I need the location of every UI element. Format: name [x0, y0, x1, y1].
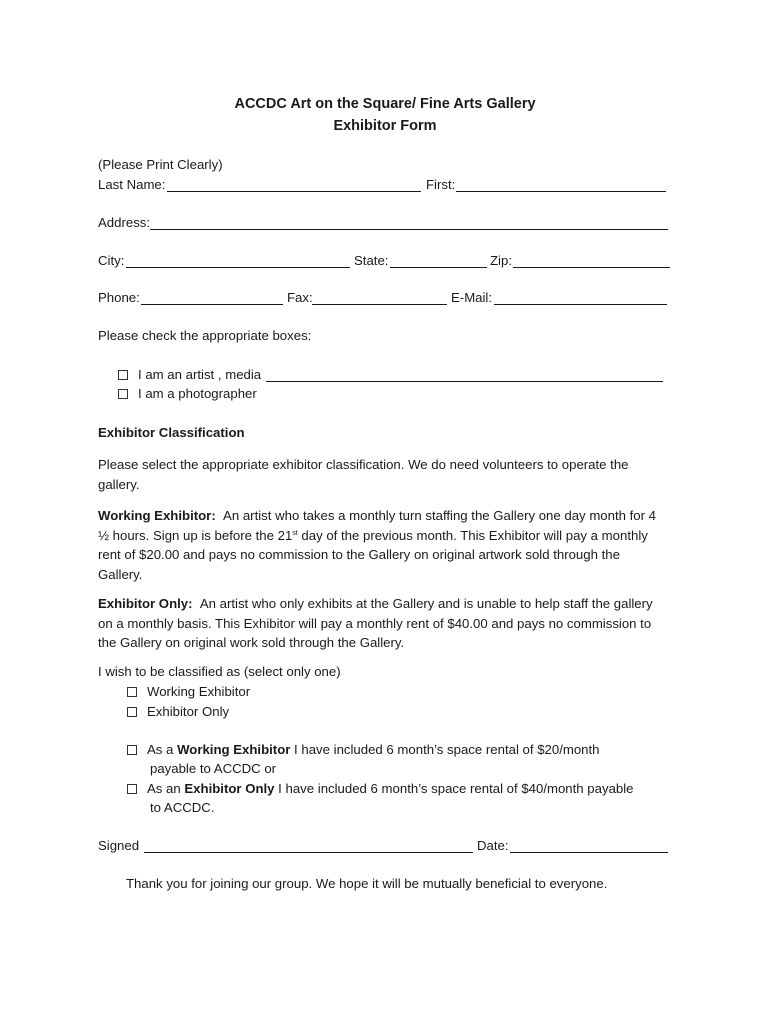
phone-label: Phone:	[98, 290, 140, 305]
city-field[interactable]	[126, 267, 350, 268]
working-text-a: An artist who takes a monthly turn staffing the Gallery one day month for 4 ½ hours. Sign up is before the 21	[98, 508, 657, 543]
payment-only-pre: As an	[147, 781, 185, 796]
address-label: Address:	[98, 215, 151, 230]
signature-field[interactable]	[144, 852, 473, 853]
exhibitor-only-text: An artist who only exhibits at the Gallery and is unable to help staff the gallery on a monthly basis. This Exhibitor will pay a monthly rent of $40.00 and pays no commission to the Gallery on original work sold through the Gallery.	[98, 596, 653, 650]
classification-heading: Exhibitor Classification	[98, 425, 245, 440]
payment-working-checkbox[interactable]	[127, 745, 137, 755]
address-field[interactable]	[150, 229, 668, 230]
state-field[interactable]	[390, 267, 487, 268]
form-subtitle: Exhibitor Form	[333, 118, 437, 134]
wish-prompt: I wish to be classified as (select only one)	[98, 664, 341, 679]
fax-field[interactable]	[312, 304, 447, 305]
fax-label: Fax:	[287, 290, 313, 305]
photographer-checkbox[interactable]	[118, 389, 128, 399]
date-label: Date:	[477, 838, 509, 853]
photographer-option-label: I am a photographer	[138, 386, 257, 401]
payment-only-line2: to ACCDC.	[150, 800, 215, 815]
payment-only-checkbox[interactable]	[127, 784, 137, 794]
exhibitor-only-checkbox[interactable]	[127, 707, 137, 717]
phone-field[interactable]	[141, 304, 283, 305]
email-field[interactable]	[494, 304, 667, 305]
working-exhibitor-description	[98, 506, 668, 584]
option-working	[127, 684, 250, 699]
option-only-label: Exhibitor Only	[147, 704, 230, 719]
date-field[interactable]	[510, 852, 668, 853]
payment-only-bold: Exhibitor Only	[184, 781, 275, 796]
payment-working-post: I have included 6 month’s space rental of $20/month	[290, 742, 600, 757]
working-exhibitor-term: Working Exhibitor:	[98, 508, 216, 523]
form-title: ACCDC Art on the Square/ Fine Arts Gallery	[234, 96, 536, 112]
option-working-label: Working Exhibitor	[147, 684, 251, 699]
payment-only	[127, 781, 634, 796]
payment-working-pre: As a	[147, 742, 178, 757]
payment-working-line2: payable to ACCDC or	[150, 761, 277, 776]
print-note: (Please Print Clearly)	[98, 157, 223, 172]
signed-label: Signed	[98, 838, 140, 853]
classification-intro: Please select the appropriate exhibitor classification. We do need volunteers to operate the gallery.	[98, 457, 629, 492]
last-name-label: Last Name:	[98, 177, 166, 192]
artist-option	[118, 367, 261, 382]
thank-you-note: Thank you for joining our group. We hope it will be mutually beneficial to everyone.	[126, 876, 608, 891]
zip-label: Zip:	[490, 253, 512, 268]
check-prompt: Please check the appropriate boxes:	[98, 328, 312, 343]
first-name-field[interactable]	[456, 191, 666, 192]
first-name-label: First:	[426, 177, 456, 192]
option-only	[127, 704, 229, 719]
photographer-option	[118, 386, 257, 401]
artist-option-label: I am an artist , media	[138, 367, 262, 382]
exhibitor-only-description	[98, 594, 668, 653]
last-name-field[interactable]	[167, 191, 421, 192]
artist-checkbox[interactable]	[118, 370, 128, 380]
zip-field[interactable]	[513, 267, 670, 268]
payment-working-bold: Working Exhibitor	[177, 742, 291, 757]
ordinal-suffix: st	[292, 529, 298, 537]
exhibitor-only-term: Exhibitor Only:	[98, 596, 193, 611]
working-text-b: day of the previous month. This Exhibitor will pay a monthly rent of $20.00 and pays no commission to the Gallery on original artwork sold through the Gallery.	[98, 527, 648, 582]
payment-working	[127, 742, 600, 757]
city-label: City:	[98, 253, 125, 268]
state-label: State:	[354, 253, 389, 268]
working-exhibitor-checkbox[interactable]	[127, 687, 137, 697]
media-field[interactable]	[266, 381, 663, 382]
payment-only-post: I have included 6 month’s space rental of $40/month payable	[274, 781, 634, 796]
email-label: E-Mail:	[451, 290, 493, 305]
